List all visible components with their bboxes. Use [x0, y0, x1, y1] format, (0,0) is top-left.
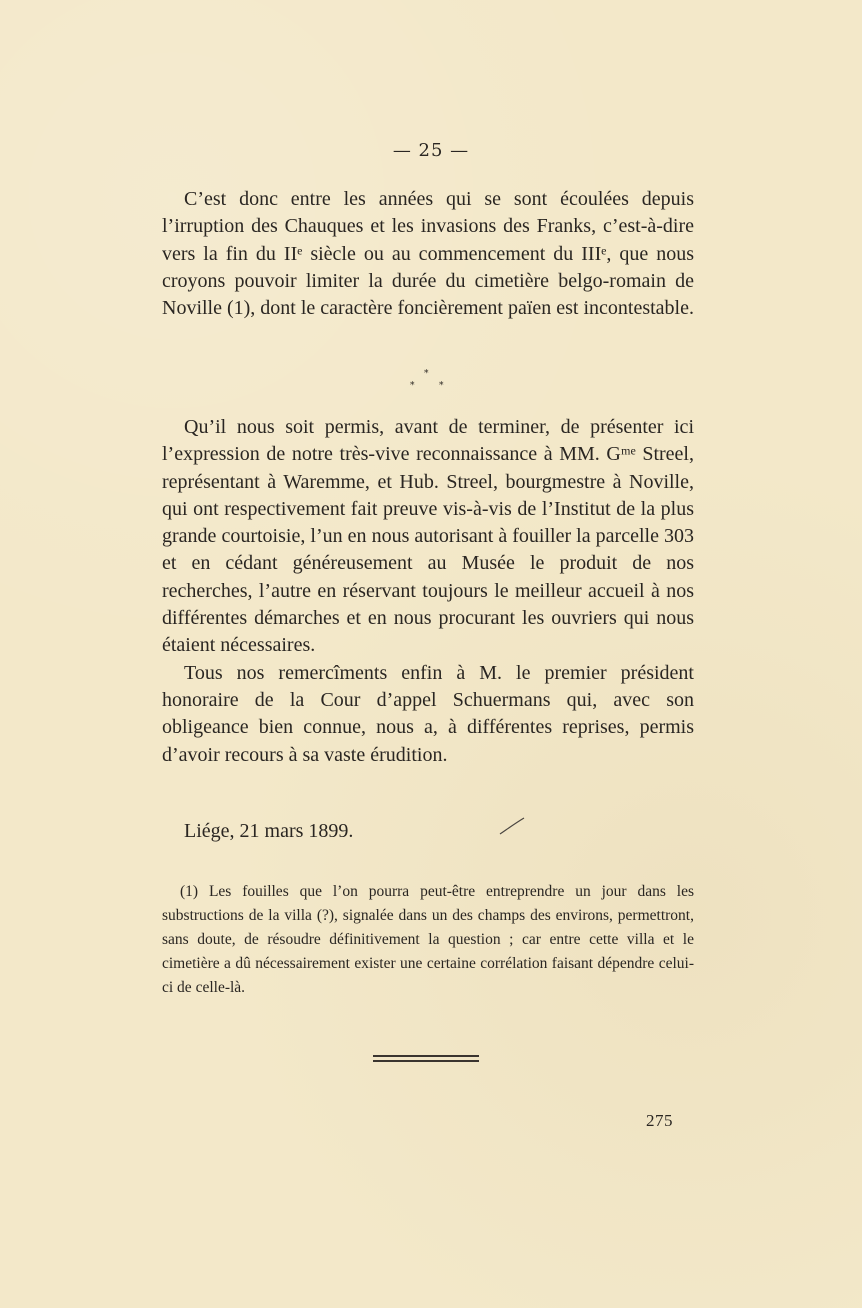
rule-line	[373, 1055, 479, 1057]
footnote-text: (1) Les fouilles que l’on pourra peut-être entreprendre un jour dans les substructions de la villa (?), signalée dans un des champs des environs, permettront, sans doute, de résoudre définitivement la question ; car entre cette villa et le cimetière a dû nécessairement exister une certaine corrélation faisant dépendre celui-ci de celle-là.	[162, 883, 694, 996]
body-paragraph: C’est donc entre les années qui se sont écoulées depuis l’irruption des Chauques et les invasions des Franks, c’est-à-dire vers la fin du IIᵉ siècle ou au commencement du IIIᵉ, que nous croyons pouvoir limiter la durée du cimetière belgo-romain de Noville (1), dont le caractère foncièrement païen est incontestable.	[162, 188, 694, 320]
double-rule-divider	[373, 1055, 479, 1063]
asterism-star: *	[439, 381, 444, 391]
body-paragraph-1-block	[162, 186, 694, 322]
body-paragraphs-2-block	[162, 414, 694, 769]
asterism-separator	[404, 366, 452, 396]
place-date-signature: Liége, 21 mars 1899.	[184, 820, 354, 842]
asterism-star: *	[410, 381, 415, 391]
pencil-mark-icon	[498, 816, 526, 836]
footnote-block	[162, 880, 694, 1000]
page-number: — 25 —	[392, 140, 470, 161]
body-paragraph: Tous nos remercîments enfin à M. le premier président honoraire de la Cour d’appel Schuermans qui, avec son obligeance bien connue, nous a, à différentes reprises, permis d’avoir recours à sa vaste érudition.	[162, 661, 694, 766]
rule-line	[373, 1060, 479, 1062]
asterism-star: *	[424, 369, 429, 379]
folio-number: 275	[646, 1111, 673, 1130]
body-paragraph: Qu’il nous soit permis, avant de terminer, de présenter ici l’expression de notre très-vive reconnaissance à MM. Gᵐᵉ Streel, représentant à Waremme, et Hub. Streel, bourgmestre à Noville, qui ont respectivement fait preuve vis-à-vis de l’Institut de la plus grande courtoisie, l’un en nous autorisant à fouiller la parcelle 303 et en cédant généreusement au Musée le produit de nos recherches, l’autre en réservant toujours le meilleur accueil à nos différentes démarches et en nous procurant les ouvriers qui nous étaient nécessaires.	[162, 416, 694, 657]
